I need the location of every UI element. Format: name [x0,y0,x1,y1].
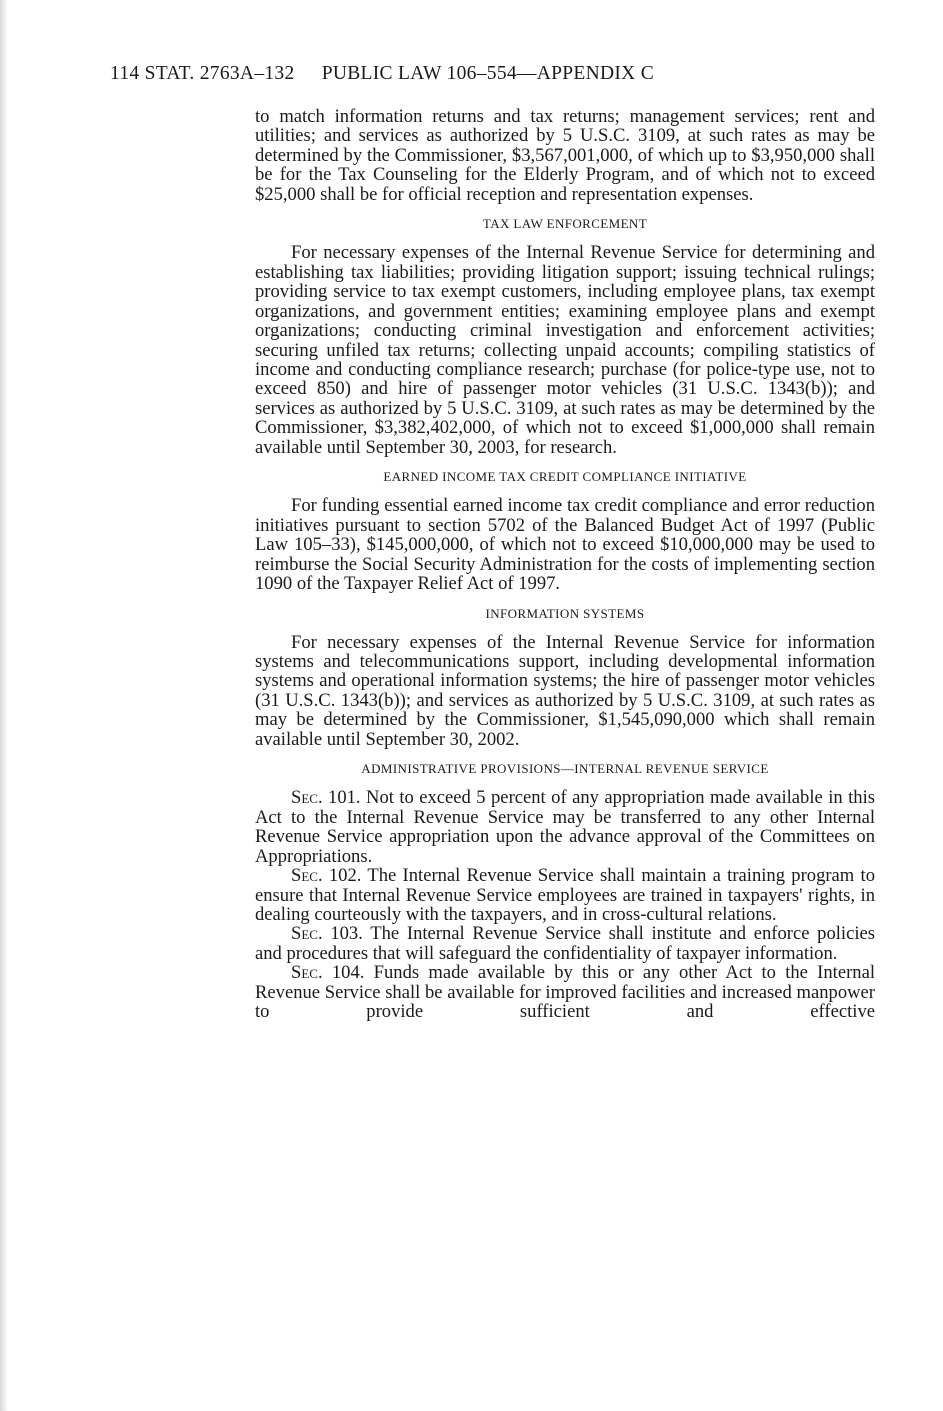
running-header [110,63,654,85]
continuation-paragraph: to match information returns and tax returns; management services; rent and utilities; and services as authorized by 5 U.S.C. 3109, at such rates as may be determined by the Commissioner, $3,567,001,000, of which up to $3,950,000 shall be for the Tax Counseling for the Elderly Program, and of which not to exceed $25,000 shall be for official reception and representation expenses. [255,106,875,205]
sec-104-text: Funds made available by this or any other Act to the Internal Revenue Service shall be available for improved facilities and increased manpower to provide sufficient and effective [255,962,875,1023]
provision-sec-101 [255,788,875,866]
sec-104-label: Sec. 104. [291,962,365,984]
provision-sec-104 [255,963,875,1021]
sec-103-text: The Internal Revenue Service shall institute and enforce policies and procedures that will safeguard the confidentiality of taxpayer information. [255,923,876,964]
page-edge-shadow [0,0,8,1411]
stat-citation: 114 STAT. 2763A–132 [110,63,295,84]
provision-sec-103 [255,924,875,963]
heading-eitc-compliance: EARNED INCOME TAX CREDIT COMPLIANCE INITIATIVE [383,469,747,485]
sec-101-text: Not to exceed 5 percent of any appropriation made available in this Act to the Internal Revenue Service may be transferred to any other Internal Revenue Service appropriation upon the advance approval of the Committees on Appropriations. [255,787,875,867]
sec-103-label: Sec. 103. [291,923,363,945]
heading-tax-law-enforcement: TAX LAW ENFORCEMENT [482,216,648,232]
sec-102-text: The Internal Revenue Service shall maintain a training program to ensure that Internal Revenue Service employees are trained in taxpayers' rights, in dealing courteously with the taxpayers, and in cross-cultural relations. [255,865,875,925]
sec-102-label: Sec. 102. [291,865,362,887]
law-title: PUBLIC LAW 106–554—APPENDIX C [321,63,655,84]
paragraph-tax-law-enforcement: For necessary expenses of the Internal Revenue Service for determining and establishing tax liabilities; providing litigation support; issuing technical rulings; providing service to tax exempt customers, including employee plans, tax exempt organizations, and government entities; examining employee plans and exempt organizations; conducting criminal investigation and enforcement activities; securing unfiled tax returns; collecting unpaid accounts; compiling statistics of income and conducting compliance research; purchase (for police-type use, not to exceed 850) and hire of passenger motor vehicles (31 U.S.C. 1343(b)); and services as authorized by 5 U.S.C. 3109, at such rates as may be determined by the Commissioner, $3,382,402,000, of which not to exceed $1,000,000 shall remain available until September 30, 2003, for research. [255,242,875,458]
paragraph-information-systems: For necessary expenses of the Internal Revenue Service for information systems and telecommunications support, including developmental information systems and operational information systems; the hire of passenger motor vehicles (31 U.S.C. 1343(b)); and services as authorized by 5 U.S.C. 3109, at such rates as may be determined by the Commissioner, $1,545,090,000 which shall remain available until September 30, 2002. [255,631,875,750]
provision-sec-102 [255,866,875,924]
document-body [255,107,875,1022]
paragraph-eitc-compliance: For funding essential earned income tax credit compliance and error reduction initiatives pursuant to section 5702 of the Balanced Budget Act of 1997 (Public Law 105–33), $145,000,000, of which not to exceed $10,000,000 may be used to reimburse the Social Security Administration for the costs of implementing section 1090 of the Taxpayer Relief Act of 1997. [255,495,875,595]
sec-101-label: Sec. 101. [291,787,361,809]
heading-information-systems: INFORMATION SYSTEMS [485,605,645,621]
heading-administrative-provisions: ADMINISTRATIVE PROVISIONS—INTERNAL REVENUE SERVICE [361,761,769,777]
